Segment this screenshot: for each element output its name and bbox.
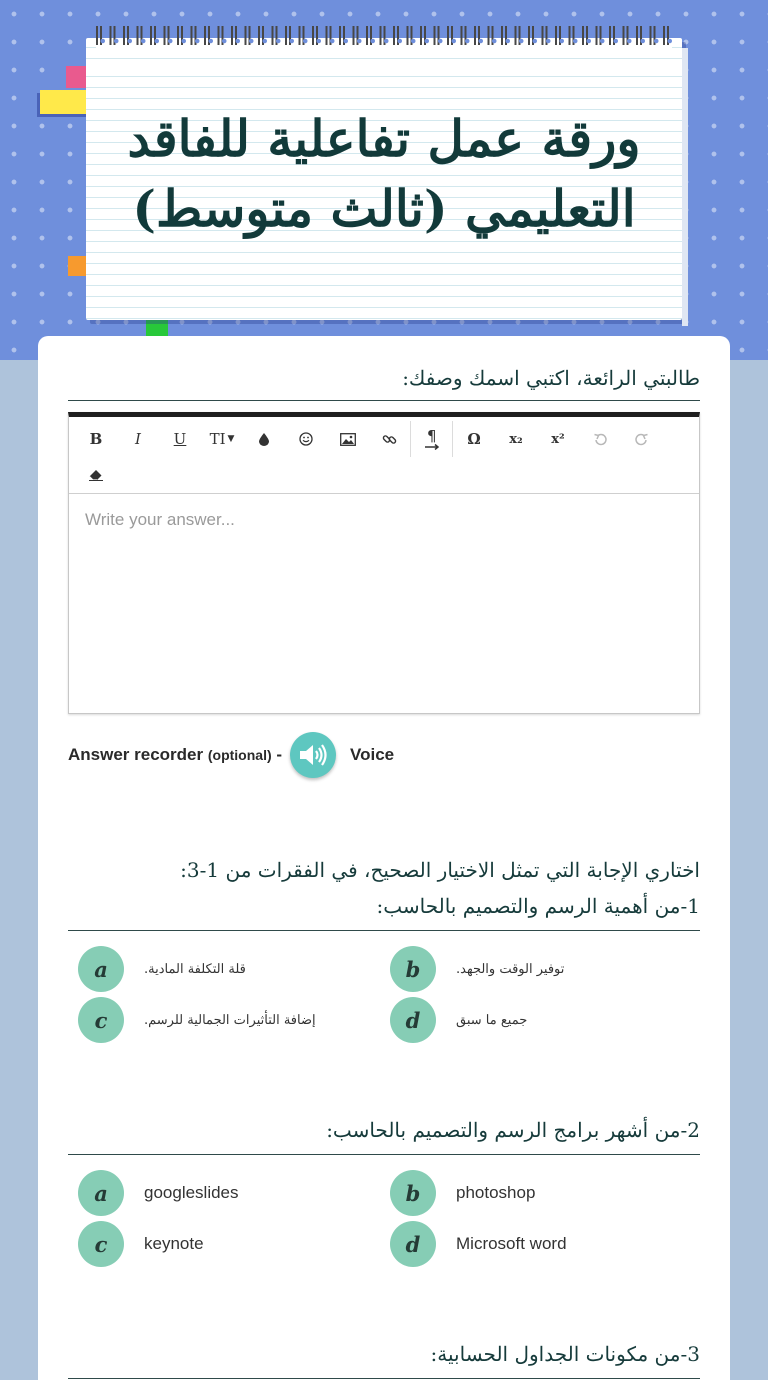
choice-letter-badge: a [78,1170,124,1216]
droplet-icon [258,432,270,446]
voice-label: Voice [350,745,395,764]
undo-icon [593,432,607,446]
question-1-divider [68,400,700,401]
header-banner [0,0,768,360]
answer-recorder [68,732,394,778]
insert-link-button[interactable] [369,421,411,457]
choice-text: جميع ما سبق [456,1012,528,1028]
underline-button[interactable]: U [173,430,187,448]
redo-icon [635,432,649,446]
question-3-choice-a[interactable] [78,1170,378,1216]
spiral-binding [96,26,672,48]
choice-letter-badge: a [78,946,124,992]
subscript-button[interactable]: x₂ [509,431,523,447]
question-2-choice-d[interactable] [390,997,690,1043]
recorder-optional-text: (optional) [207,747,272,763]
notebook-paper [86,38,682,320]
question-2-divider [68,930,700,931]
rich-text-editor [68,412,700,714]
italic-button[interactable]: I [135,430,141,448]
worksheet-card [38,336,730,1380]
text-size-dropdown[interactable] [201,421,243,457]
page-title [106,104,662,244]
question-2-choice-a[interactable] [78,946,378,992]
text-direction-button[interactable] [411,421,453,457]
bold-button[interactable]: B [89,430,103,448]
svg-text:¶: ¶ [426,428,437,445]
choice-letter-badge: b [390,1170,436,1216]
decor-tab-yellow [40,90,90,114]
question-3-choice-d[interactable] [390,1221,690,1267]
eraser-icon [88,469,104,481]
choice-text: keynote [144,1234,204,1253]
voice-record-button[interactable] [290,732,336,778]
question-3-choice-b[interactable] [390,1170,690,1216]
special-character-button[interactable]: Ω [467,430,481,448]
recorder-label-text: Answer recorder [68,745,204,764]
choice-text: إضافة التأثيرات الجمالية للرسم. [144,1012,316,1028]
caret-down-icon: ▼ [227,434,235,444]
question-4-divider [68,1378,700,1379]
question-3-divider [68,1154,700,1155]
question-4-prompt: 3-من مكونات الجداول الحسابية: [430,1342,700,1366]
insert-image-button[interactable] [327,421,369,457]
section-instructions: اختاري الإجابة التي تمثل الاختيار الصحيح، في الفقرات من 1-3: [180,858,700,882]
superscript-button[interactable]: x² [551,431,565,447]
choice-letter-badge: d [390,1221,436,1267]
smiley-icon [299,432,313,446]
text-color-button[interactable] [243,421,285,457]
choice-letter-badge: c [78,1221,124,1267]
choice-letter-badge: d [390,997,436,1043]
link-icon [382,432,397,447]
paragraph-direction-icon [424,428,440,450]
editor-toolbar [69,417,699,494]
clear-formatting-button[interactable] [75,457,117,493]
speaker-icon [298,742,328,768]
emoji-button[interactable] [285,421,327,457]
choice-letter-badge: b [390,946,436,992]
redo-button[interactable] [621,421,663,457]
question-3-choice-c[interactable] [78,1221,378,1267]
answer-textarea[interactable]: Write your answer... [85,510,235,529]
text-size-label: TI [209,430,226,448]
page-title-line-1: ورقة عمل تفاعلية للفاقد [127,109,641,168]
choice-text: توفير الوقت والجهد. [456,961,565,977]
recorder-dash: - [276,745,283,764]
question-3-prompt: 2-من أشهر برامج الرسم والتصميم بالحاسب: [326,1118,700,1142]
undo-button[interactable] [579,421,621,457]
page-title-line-2: التعليمي (ثالث متوسط) [132,179,636,238]
choice-text: googleslides [144,1183,239,1202]
question-1-prompt: طالبتي الرائعة، اكتبي اسمك وصفك: [402,366,700,390]
choice-text: photoshop [456,1183,536,1202]
choice-text: قلة التكلفة المادية. [144,961,246,977]
question-2-choice-b[interactable] [390,946,690,992]
recorder-label [68,745,282,765]
question-2-prompt: 1-من أهمية الرسم والتصميم بالحاسب: [376,894,700,918]
choice-text: Microsoft word [456,1234,567,1253]
question-2-choice-c[interactable] [78,997,378,1043]
image-icon [340,433,356,446]
choice-letter-badge: c [78,997,124,1043]
